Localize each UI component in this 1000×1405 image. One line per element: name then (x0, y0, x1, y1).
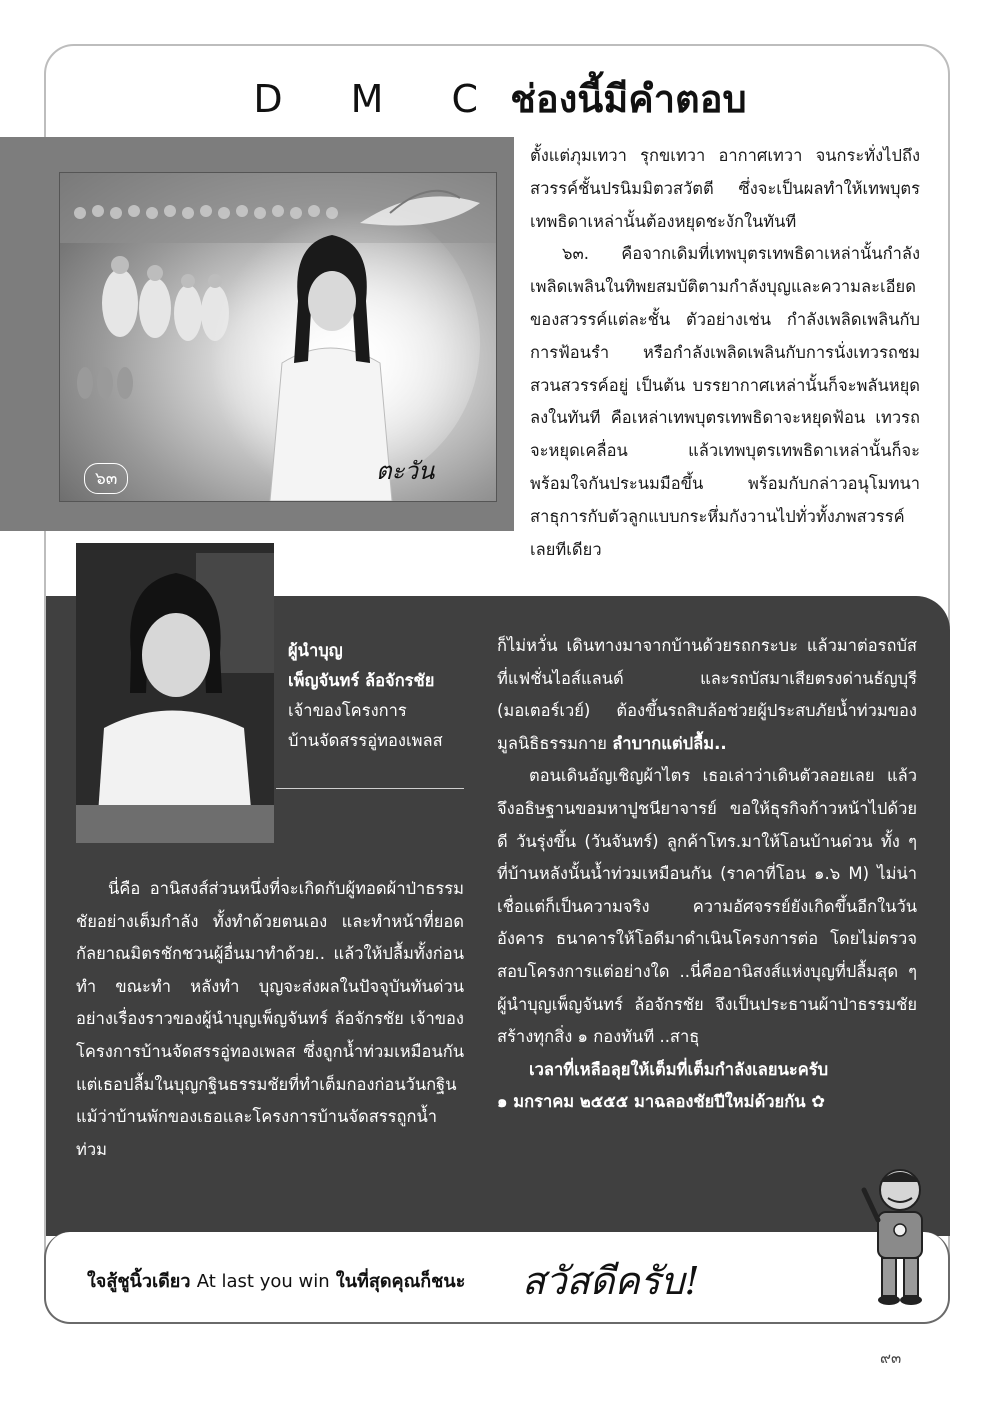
handwritten-greeting: สวัสดีครับ! (522, 1259, 700, 1303)
closing-line-1: เวลาที่เหลือลุยให้เต็มที่เต็มกำลังเลยนะครับ (529, 1059, 829, 1079)
right-paragraph-1-text: ก็ไม่หวั่น เดินทางมาจากบ้านด้วยรถกระบะ แล้วมาต่อรถบัสที่แฟชั่นไอส์แลนด์ และรถบัสมาเสียตรงด่านธัญบุรี (มอเตอร์เวย์) ต้องขึ้นรถสิบล้อช่วยผู้ประสบภัยน้ำท่วมของมูลนิธิธรรมกาย (497, 636, 917, 753)
closing-line-2-text: ๑ มกราคม ๒๕๕๕ มาฉลองชัยปีใหม่ด้วยกัน (497, 1092, 806, 1112)
top-column (530, 140, 920, 566)
photo-caption (288, 636, 468, 756)
title-latin: D M C (253, 77, 507, 121)
title-thai: ช่องนี้มีคำตอบ (510, 77, 747, 121)
bottom-slogan (87, 1266, 465, 1295)
top-paragraph-2: ๖๓. คือจากเดิมที่เทพบุตรเทพธิดาเหล่านั้นกำลังเพลิดเพลินในทิพยสมบัติตามกำลังบุญและความละเอียดของสวรรค์แต่ละชั้น ตัวอย่างเช่น กำลังเพลิดเพลินกับการฟ้อนรำ หรือกำลังเพลิดเพลินกับการนั่งเทวรถชมสวนสวรรค์อยู่ เป็นต้น บรรยากาศเหล่านั้นก็จะพลันหยุดลงในทันที คือเหล่าเทพบุตรเทพธิดาจะหยุดฟ้อน เทวรถจะหยุดเคลื่อน แล้วเทพบุตรเทพธิดาเหล่านั้นก็จะพร้อมใจกันประนมมือขึ้น พร้อมกับกล่าวอนุโมทนาสาธุการกับตัวลูกแบบกระหึ่มกังวานไปทั่วทั้งภพสวรรค์เลยทีเดียว (530, 244, 920, 559)
slogan-latin: At last you win (196, 1271, 330, 1292)
portrait-art (76, 543, 274, 843)
right-paragraph-2: ตอนเดินอัญเชิญผ้าไตร เธอเล่าว่าเดินตัวลอยเลย แล้วจึงอธิษฐานขอมหาปูชนียาจารย์ ขอให้ธุรกิจก้าวหน้าไปด้วยดี วันรุ่งขึ้น (วันจันทร์) ลูกค้าโทร.มาให้โอนบ้านด่วน ทั้ง ๆ ที่บ้านหลังนั้นน้ำท่วมเหมือนกัน (ราคาที่โอน ๑.๖ M) ไม่น่าเชื่อแต่ก็เป็นความจริง ความอัศจรรย์ยังเกิดขึ้นอีกในวันอังคาร ธนาคารให้โอดีมาดำเนินโครงการต่อ โดยไม่ตรวจสอบโครงการแต่อย่างใด ..นี่คืออานิสงส์แห่งบุญที่ปลื้มสุด ๆ ผู้นำบุญเพ็ญจันทร์ ล้อจักรชัย จึงเป็นประธานผ้าป่าธรรมชัย สร้างทุกสิ่ง ๑ กองทันที ..สาธุ (497, 766, 917, 1047)
page-title (0, 68, 1000, 129)
right-paragraph-1-bold: ลำบากแต่ปลื้ม.. (612, 733, 727, 753)
caption-divider (276, 788, 464, 789)
right-paragraph-1 (497, 630, 917, 760)
caption-title-2: บ้านจัดสรรอู่ทองเพลส (288, 731, 443, 750)
slogan-thai-a: ใจสู้ชูนิ้วเดียว (87, 1271, 191, 1292)
portrait-photo (76, 543, 274, 843)
caption-title-1: เจ้าของโครงการ (288, 701, 407, 720)
right-column (497, 630, 917, 1119)
page-number: ๙๓ (880, 1349, 902, 1367)
illustration-signature: ตะวัน (376, 457, 435, 485)
left-paragraph-1: นี่คือ อานิสงส์ส่วนหนึ่งที่จะเกิดกับผู้ทอดผ้าป่าธรรมชัยอย่างเต็มกำลัง ทั้งทำด้วยตนเอง และทำหน้าที่ยอดกัลยาณมิตรชักชวนผู้อื่นมาทำด้วย.. แล้วให้ปลื้มทั้งก่อนทำ ขณะทำ หลังทำ บุญจะส่งผลในปัจจุบันทันด่วน อย่างเรื่องราวของผู้นำบุญเพ็ญจันทร์ ล้อจักรชัย เจ้าของโครงการบ้านจัดสรรอู่ทองเพลส ซึ่งถูกน้ำท่วมเหมือนกัน แต่เธอปลื้มในบุญกฐินธรรมชัยที่ทำเต็มกองก่อนวันกฐิน แม้ว่าบ้านพักของเธอและโครงการบ้านจัดสรรถูกน้ำท่วม (76, 879, 464, 1159)
mascot-cartoon-icon (850, 1160, 950, 1310)
illustration-number-badge: ๖๓ (84, 463, 128, 494)
leaf-icon: ✿ (811, 1092, 826, 1112)
top-paragraph-1: ตั้งแต่ภุมเทวา รุกขเทวา อากาศเทวา จนกระทั่งไปถึงสวรรค์ชั้นปรนิมมิตวสวัตตี ซึ่งจะเป็นผลทำให้เทพบุตรเทพธิดาเหล่านั้นต้องหยุดชะงักในทันที (530, 146, 920, 231)
left-column (76, 873, 464, 1166)
closing-line-2 (497, 1086, 917, 1119)
caption-role: ผู้นำบุญ (288, 641, 343, 660)
slogan-thai-b: ในที่สุดคุณก็ชนะ (335, 1271, 466, 1292)
heaven-illustration (59, 172, 497, 502)
caption-name: เพ็ญจันทร์ ล้อจักรชัย (288, 671, 435, 690)
